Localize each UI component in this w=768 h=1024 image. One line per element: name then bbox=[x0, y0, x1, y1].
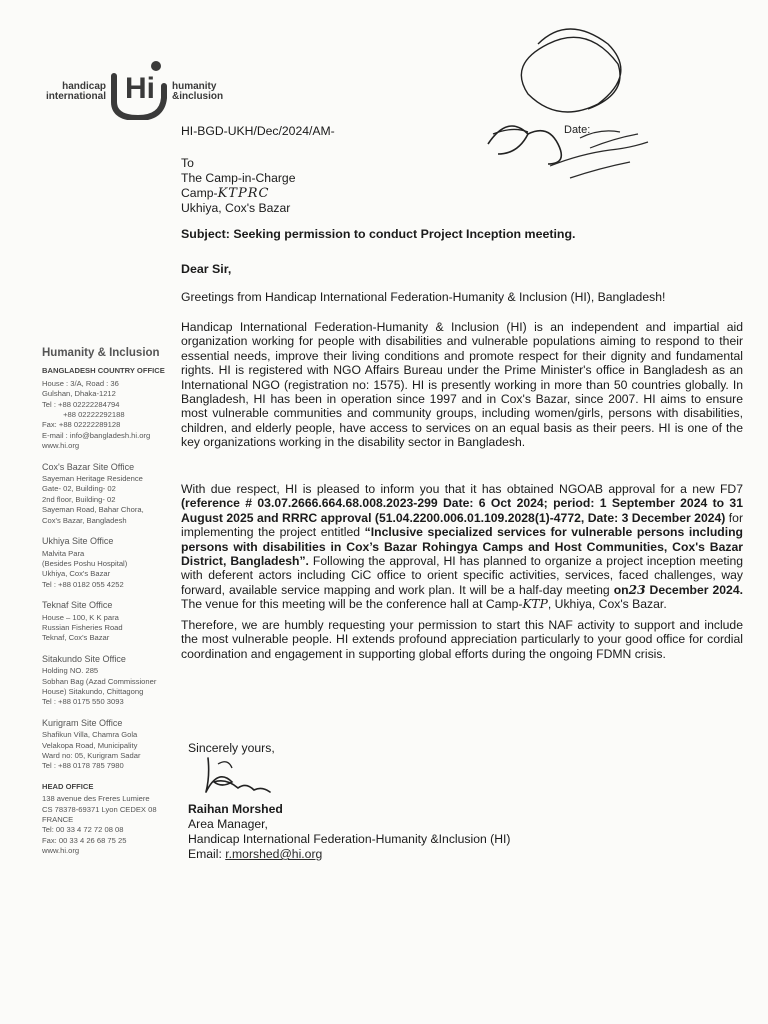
logo-international: international bbox=[45, 91, 106, 102]
address-location: Ukhiya, Cox's Bazar bbox=[181, 201, 291, 215]
office-line: Gulshan, Dhaka-1212 bbox=[42, 389, 116, 399]
office-title: Cox's Bazar Site Office bbox=[42, 461, 135, 472]
office-line: Gate- 02, Building- 02 bbox=[42, 484, 116, 494]
office-title: BANGLADESH COUNTRY OFFICE bbox=[42, 366, 165, 376]
office-block bbox=[42, 718, 182, 772]
office-line: Tel : +88 0175 550 3093 bbox=[42, 697, 124, 707]
p2-date: December 2024. bbox=[645, 582, 743, 597]
office-title: Sitakundo Site Office bbox=[42, 653, 126, 664]
office-line: House) Sitakundo, Chittagong bbox=[42, 686, 144, 696]
hi-logo bbox=[36, 58, 236, 122]
office-line: Velakopa Road, Municipality bbox=[42, 740, 138, 750]
office-line: FRANCE bbox=[42, 815, 74, 825]
office-line: Holding NO. 285 bbox=[42, 666, 99, 676]
office-title: Kurigram Site Office bbox=[42, 717, 123, 728]
signer-email-line bbox=[188, 847, 510, 862]
address-camp bbox=[181, 186, 295, 201]
office-line: CS 78378-69371 Lyon CEDEX 08 bbox=[42, 804, 157, 814]
office-block bbox=[42, 536, 182, 590]
paragraph-request: Therefore, we are humbly requesting your permission to start this NAF activity to support and include the most vulnerable people. HI extends profound appreciation particularly to your good office for cordial coordination and engagement in supporting global efforts during the ongoing FDMN crisis. bbox=[181, 618, 743, 661]
office-line: Teknaf, Cox's Bazar bbox=[42, 633, 110, 643]
p2-reference: (reference # 03.07.2666.664.68.008.2023-299 Date: 6 Oct 2024; period: 1 September 2024 to 31 August 2025 and RRRC approval (51.04.2200.006.01.109.2028(1)-4772, Date: 3 December 2024) bbox=[181, 496, 743, 525]
reference-number: HI-BGD-UKH/Dec/2024/AM- bbox=[181, 124, 335, 138]
office-line: +88 02222292188 bbox=[42, 410, 125, 420]
logo-humanity: humanity bbox=[172, 81, 217, 92]
office-line: www.hi.org bbox=[42, 846, 80, 856]
signature-block bbox=[188, 802, 510, 862]
office-block bbox=[42, 366, 182, 451]
office-line: (Besides Poshu Hospital) bbox=[42, 558, 128, 568]
office-block bbox=[42, 462, 182, 526]
office-line: 2nd floor, Building- 02 bbox=[42, 494, 116, 504]
address-to: To bbox=[181, 156, 194, 170]
signer-name: Raihan Morshed bbox=[188, 802, 283, 816]
office-line: Sayeman Heritage Residence bbox=[42, 474, 143, 484]
logo-right-text bbox=[172, 82, 242, 102]
camp-handwritten: KTPRC bbox=[217, 186, 270, 201]
office-title: Teknaf Site Office bbox=[42, 600, 113, 611]
office-line: Sayeman Road, Bahar Chora, bbox=[42, 505, 144, 515]
p2-camp: KTP bbox=[522, 597, 548, 612]
office-list bbox=[42, 366, 182, 856]
greeting: Greetings from Handicap International Federation-Humanity & Inclusion (HI), Bangladesh! bbox=[181, 290, 666, 304]
logo-mark-text: Hi bbox=[125, 72, 155, 105]
office-line: House – 100, K K para bbox=[42, 612, 119, 622]
office-line: Russian Fisheries Road bbox=[42, 622, 123, 632]
email-label: Email: bbox=[188, 847, 226, 861]
office-line: Ukhiya, Cox's Bazar bbox=[42, 569, 111, 579]
subject-line: Subject: Seeking permission to conduct Project Inception meeting. bbox=[181, 227, 576, 241]
office-line: Sobhan Bag (Azad Commissioner bbox=[42, 676, 157, 686]
office-line: E-mail : info@bangladesh.hi.org bbox=[42, 430, 151, 440]
stamp-date-label: Date: bbox=[564, 124, 591, 136]
signer-title: Area Manager, bbox=[188, 817, 268, 831]
p2-a: With due respect, HI is pleased to inform you that it has obtained NGOAB approval for a new FD7 bbox=[181, 482, 743, 496]
hand-logo-icon bbox=[108, 58, 170, 120]
paragraph-approval bbox=[181, 482, 743, 612]
office-title: Ukhiya Site Office bbox=[42, 536, 114, 547]
address-addressee: The Camp-in-Charge bbox=[181, 171, 296, 185]
p2-c: for implementing the project entitled bbox=[181, 510, 744, 540]
sidebar-brand: Humanity & Inclusion bbox=[42, 347, 160, 359]
p2-on: on bbox=[613, 582, 629, 597]
office-line: Cox's Bazar, Bangladesh bbox=[42, 515, 127, 525]
address-block bbox=[181, 156, 295, 216]
office-line: 138 avenue des Freres Lumiere bbox=[42, 794, 150, 804]
p2-day: 23 bbox=[628, 582, 646, 597]
office-line: Tel: 00 33 4 72 72 08 08 bbox=[42, 825, 124, 835]
paragraph-intro: Handicap International Federation-Humanity & Inclusion (HI) is an independent and impartial aid organization working for people with disabilities and vulnerable populations aiming to respond to their essential needs, improve their living conditions and promote respect for their dignity and fundamental rights. HI is registered with NGO Affairs Bureau under the Prime Minister's office in Bangladesh as an International NGO (registration no: 1575). HI is presently working in more than 50 countries globally. In Bangladesh, HI has been in operation since 1997 and in Cox's Bazar, since 2007. HI aims to ensure most vulnerable communities and community groups, including women/girls, persons with disabilities, children, and elderly people, have access to services on an equal basis as their peers. HI is one of the key organizations working in the disability sector in Bangladesh. bbox=[181, 320, 743, 450]
author-signature-icon bbox=[196, 752, 276, 804]
logo-handicap: handicap bbox=[62, 81, 106, 92]
office-line: Fax: 00 33 4 26 68 75 25 bbox=[42, 835, 127, 845]
office-line: Tel : +88 0178 785 7980 bbox=[42, 761, 124, 771]
office-line: www.hi.org bbox=[42, 441, 80, 451]
office-line: Fax: +88 02222289128 bbox=[42, 420, 121, 430]
office-line: Tel : +88 02222284794 bbox=[42, 399, 120, 409]
sidebar-contacts bbox=[42, 348, 182, 867]
office-block bbox=[42, 600, 182, 644]
email-link[interactable]: r.morshed@hi.org bbox=[225, 847, 323, 861]
camp-label: Camp- bbox=[181, 186, 218, 200]
p2-project-title: “Inclusive specialized services for vulnerable persons including persons with disabilities in Cox’s Bazar Rohingya Camps and Host Communities, Cox's Bazar District, Bangladesh”. bbox=[181, 525, 743, 569]
logo-inclusion: &inclusion bbox=[172, 91, 224, 102]
salutation: Dear Sir, bbox=[181, 262, 232, 276]
office-block bbox=[42, 654, 182, 708]
closing: Sincerely yours, bbox=[188, 741, 275, 755]
p2-i: , Ukhiya, Cox's Bazar. bbox=[547, 597, 667, 612]
office-line: House : 3/A, Road : 36 bbox=[42, 378, 119, 388]
logo-left-text bbox=[36, 82, 106, 102]
office-line: Shafikun Villa, Chamra Gola bbox=[42, 730, 138, 740]
office-line: Tel : +88 0182 055 4252 bbox=[42, 579, 124, 589]
office-title: HEAD OFFICE bbox=[42, 781, 94, 791]
office-line: Ward no: 05, Kurigram Sadar bbox=[42, 751, 141, 760]
stamp-script-icon bbox=[520, 108, 670, 188]
office-line: Malvita Para bbox=[42, 548, 85, 558]
p2-e: Following the approval, HI has planned to organize a project inception meeting with deferent actors including CiC office to orient specific activities, services, faced challenges, way forward, available service mapping and work plan. It will be a half-day meeting bbox=[181, 554, 744, 597]
office-block bbox=[42, 782, 182, 857]
p2-h: The venue for this meeting will be the conference hall at Camp- bbox=[181, 597, 523, 612]
receiving-stamp bbox=[520, 108, 670, 188]
signer-org: Handicap International Federation-Humanity &Inclusion (HI) bbox=[188, 832, 511, 846]
